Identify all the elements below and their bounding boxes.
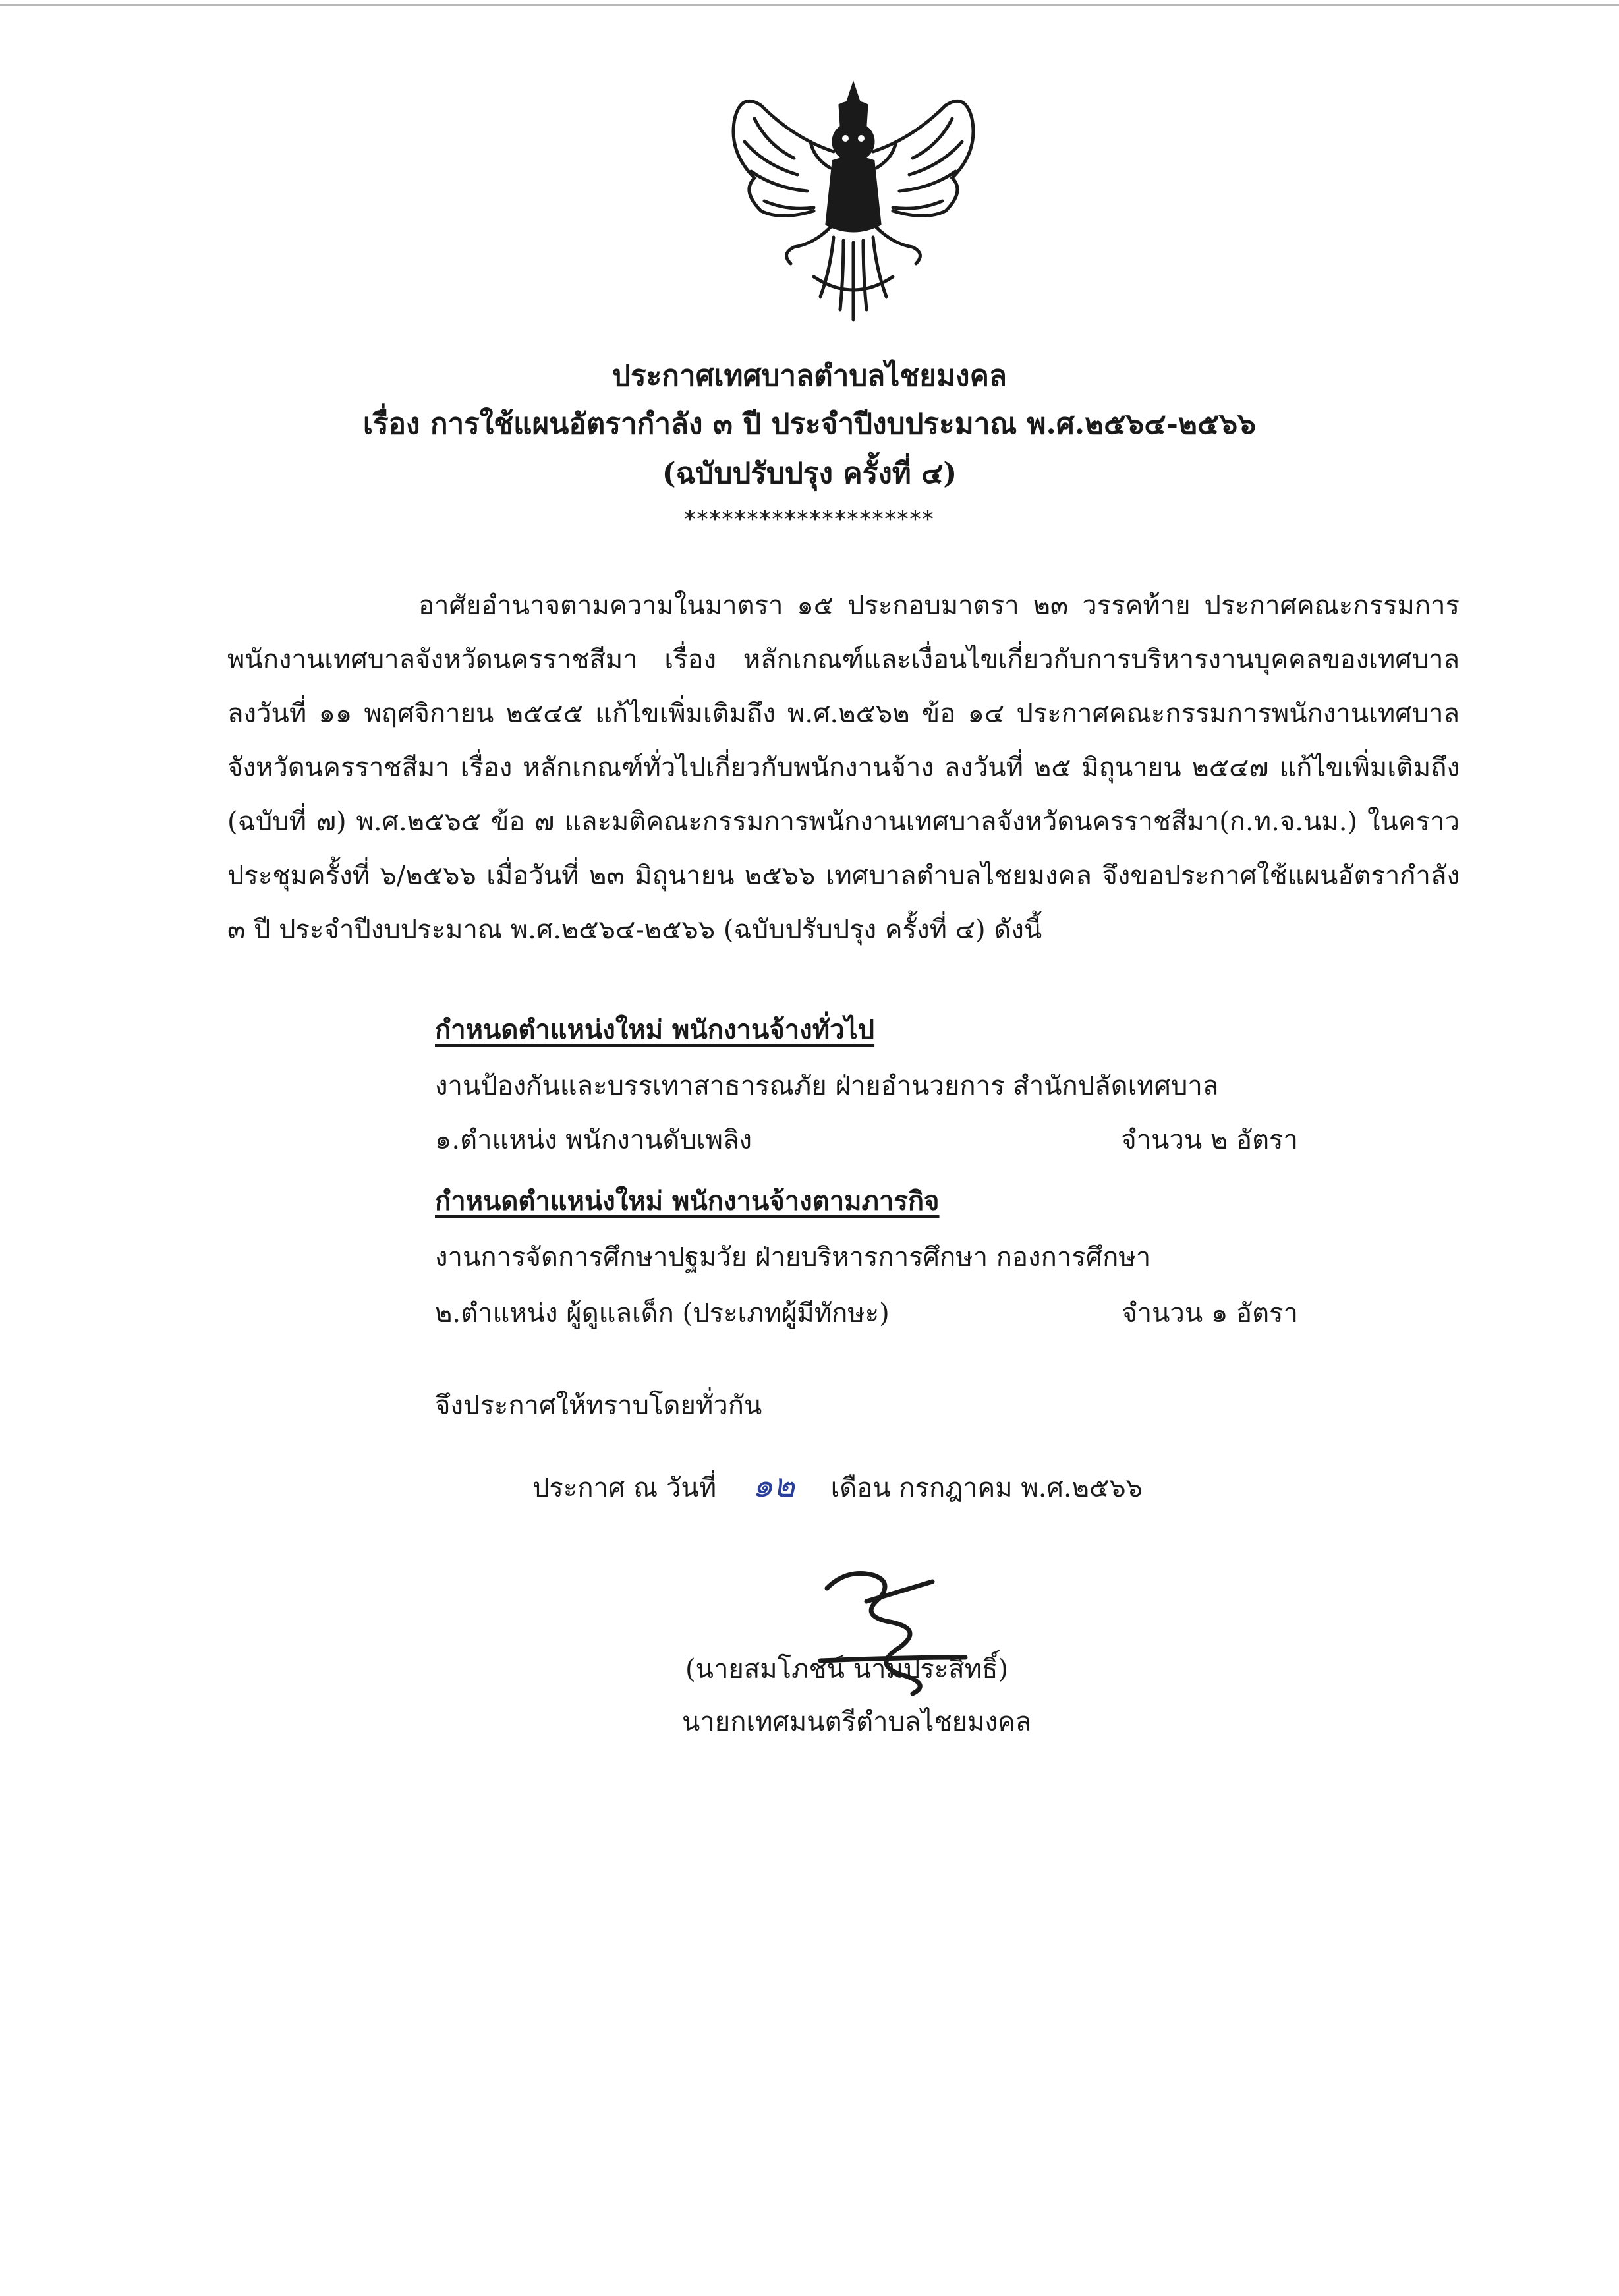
- document-title: ประกาศเทศบาลตำบลไชยมงคล: [612, 359, 1007, 393]
- position-title: ๒.ตำแหน่ง ผู้ดูแลเด็ก (ประเภทผู้มีทักษะ): [435, 1298, 890, 1329]
- document-subject: เรื่อง การใช้แผนอัตรากำลัง ๓ ปี ประจำปีงบประมาณ พ.ศ.๒๕๖๔-๒๕๖๖: [362, 407, 1257, 441]
- position-title: ๑.ตำแหน่ง พนักงานดับเพลิง: [435, 1125, 752, 1155]
- garuda-emblem-icon: [715, 79, 992, 330]
- signer-name: (นายสมโภชน์ นามประสิทธิ์): [685, 1654, 1009, 1684]
- date-day-handwritten: ๑๒: [752, 1466, 795, 1505]
- section-unit-fire-prevention: งานป้องกันและบรรเทาสาธารณภัย ฝ่ายอำนวยการ สำนักปลัดเทศบาล: [435, 1071, 1219, 1101]
- position-row-child-caregiver: [435, 1292, 1298, 1334]
- announcement-date: [532, 1460, 1143, 1512]
- date-suffix: เดือน กรกฎาคม พ.ศ.๒๕๖๖: [830, 1473, 1143, 1503]
- revision-note: (ฉบับปรับปรุง ครั้งที่ ๔): [662, 457, 957, 490]
- section-unit-early-education: งานการจัดการศึกษาปฐมวัย ฝ่ายบริหารการศึกษา กองการศึกษา: [435, 1242, 1151, 1273]
- scan-edge-line: [0, 4, 1619, 6]
- date-prefix: ประกาศ ณ วันที่: [532, 1473, 717, 1503]
- position-count: จำนวน ๑ อัตรา: [1122, 1298, 1298, 1329]
- section-heading-general-staff: กำหนดตำแหน่งใหม่ พนักงานจ้างทั่วไป: [435, 1014, 875, 1045]
- position-count: จำนวน ๒ อัตรา: [1121, 1125, 1298, 1155]
- handwritten-signature: [801, 1562, 972, 1713]
- position-row-firefighter: [435, 1118, 1298, 1161]
- closing-statement: จึงประกาศให้ทราบโดยทั่วกัน: [435, 1391, 762, 1421]
- signer-title: นายกเทศมนตรีตำบลไชยมงคล: [682, 1707, 1032, 1737]
- body-paragraph: อาศัยอำนาจตามความในมาตรา ๑๕ ประกอบมาตรา ๒๓ วรรคท้าย ประกาศคณะกรรมการพนักงานเทศบาลจังหวัดนครราชสีมา เรื่อง หลักเกณฑ์และเงื่อนไขเกี่ยวกับการบริหารงานบุคคลของเทศบาล ลงวันที่ ๑๑ พฤศจิกายน ๒๕๔๕ แก้ไขเพิ่มเติมถึง พ.ศ.๒๕๖๒ ข้อ ๑๔ ประกาศคณะกรรมการพนักงานเทศบาลจังหวัดนครราชสีมา เรื่อง หลักเกณฑ์ทั่วไปเกี่ยวกับพนักงานจ้าง ลงวันที่ ๒๕ มิถุนายน ๒๕๔๗ แก้ไขเพิ่มเติมถึง (ฉบับที่ ๗) พ.ศ.๒๕๖๕ ข้อ ๗ และมติคณะกรรมการพนักงานเทศบาลจังหวัดนครราชสีมา(ก.ท.จ.นม.) ในคราวประชุมครั้งที่ ๖/๒๕๖๖ เมื่อวันที่ ๒๓ มิถุนายน ๒๕๖๖ เทศบาลตำบลไชยมงคล จึงขอประกาศใช้แผนอัตรากำลัง ๓ ปี ประจำปีงบประมาณ พ.ศ.๒๕๖๔-๒๕๖๖ (ฉบับปรับปรุง ครั้งที่ ๔) ดังนี้: [227, 590, 1460, 945]
- separator-stars: ********************: [684, 506, 935, 532]
- section-heading-mission-staff: กำหนดตำแหน่งใหม่ พนักงานจ้างตามภารกิจ: [435, 1186, 940, 1217]
